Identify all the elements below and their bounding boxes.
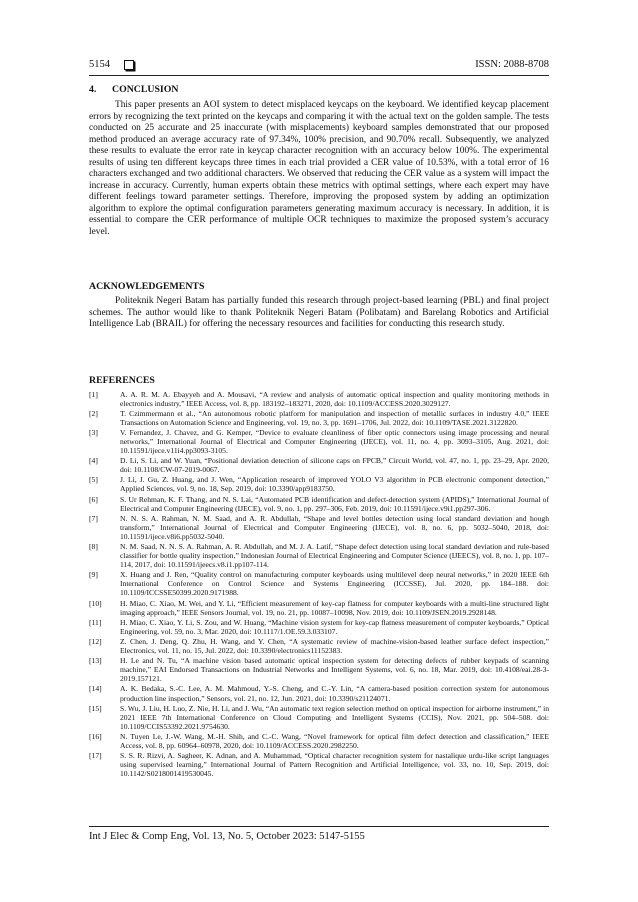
reference-text: V. Fernandez, J. Chavez, and G. Kemper, “Device to evaluate cleanliness of fiber optic connectors using image processing and neural networks,” International Journal of Electrical and Computer Engineering (IJECE), vol. 11, no. 4, pp. 3093–3105, Aug. 2021, doi: 10.11591/ijece.v11i4.pp3093-3105. xyxy=(120,427,549,456)
reference-text: H. Miao, C. Xiao, M. Wei, and Y. Li, “Efficient measurement of key-cap flatness for computer keyboards with a multi-line structured light imaging approach,” IEEE Sensors Journal, vol. 19, no. 21, pp. 10087–10098, Nov. 2019, doi: 10.1109/JSEN.2019.2928148. xyxy=(120,598,549,617)
references-section xyxy=(89,375,549,779)
reference-item xyxy=(89,542,549,569)
conclusion-section xyxy=(89,84,549,238)
reference-text: S. S. R. Rizvi, A. Sagheer, K. Adnan, and A. Muhammad, “Optical character recognition system for nastalique urdu-like script languages using supervised learning,” International Journal of Pattern Recognition and Artificial Intelligence, vol. 33, no. 10, Sep. 2019, doi: 10.1142/S0218001419530045. xyxy=(120,751,549,779)
reference-item xyxy=(89,514,549,541)
section-number: 4. xyxy=(89,84,97,95)
reference-item xyxy=(89,704,549,731)
reference-number: [14] xyxy=(89,684,102,694)
reference-text: J. Li, J. Gu, Z. Huang, and J. Wen, “Application research of improved YOLO V3 algorithm in PCB electronic component detection,” Applied Sciences, vol. 9, no. 18, Sep. 2019, doi: 10.3390/app9183750. xyxy=(120,475,549,494)
reference-number: [9] xyxy=(89,570,98,580)
references-heading: REFERENCES xyxy=(89,374,155,386)
reference-number: [13] xyxy=(89,656,102,666)
reference-number: [16] xyxy=(89,731,102,741)
reference-number: [4] xyxy=(89,456,98,466)
reference-text: S. Ur Rehman, K. F. Thang, and N. S. Lai, “Automated PCB identification and defect-detection system (APIDS),” International Journal of Electrical and Computer Engineering (IJECE), vol. 9, no. 1, pp. 297–306, Feb. 2019, doi: 10.11591/ijece.v9i1.pp297-306. xyxy=(120,494,549,513)
reference-item xyxy=(89,618,549,636)
reference-item xyxy=(89,570,549,597)
reference-text: N. N. S. A. Rahman, N. M. Saad, and A. R. Abdullah, “Shape and level bottles detection using local standard deviation and hough transform,” International Journal of Electrical and Computer Engineering (IJECE), vol. 8, no. 6, pp. 5032–5040, 2018, doi: 10.11591/ijece.v8i6.pp5032-5040. xyxy=(120,513,549,541)
section-title: CONCLUSION xyxy=(112,84,179,95)
reference-text: S. Wu, J. Liu, H. Luo, Z. Nie, H. Li, and J. Wu, “An automatic text region selection method on optical inspection for airborne instrument,” in 2021 IEEE 7th International Conference on Cloud Computing and Intelligent Systems (CCIS), Nov. 2021, pp. 504–508. doi: 10.1109/CCIS53392.2021.9754630. xyxy=(120,703,549,731)
reference-number: [12] xyxy=(89,636,102,646)
acknowledgements-section xyxy=(89,281,549,331)
reference-item xyxy=(89,428,549,455)
reference-number: [5] xyxy=(89,475,98,485)
reference-number: [7] xyxy=(89,513,98,523)
reference-text: X. Huang and J. Ren, “Quality control on manufacturing computer keyboards using multilevel deep neural networks,” in 2020 IEEE 6th International Conference on Control Science and Systems Engineering (ICCSSE), Jul. 2020, pp. 184–188. doi: 10.1109/ICCSSE50399.2020.9171988. xyxy=(120,570,549,598)
reference-number: [15] xyxy=(89,703,102,713)
reference-number: [1] xyxy=(89,389,98,399)
reference-item xyxy=(89,495,549,513)
reference-item xyxy=(89,732,549,750)
reference-item xyxy=(89,475,549,493)
acknowledgements-paragraph: Politeknik Negeri Batam has partially funded this research through project-based learning (PBL) and final project schemes. The author would like to thank Politeknik Negeri Batam (Polibatam) and Barelang Robotics and Artificial Intelligence Lab (BRAIL) for offering the necessary resources and facilities for conducting this research study. xyxy=(89,296,549,329)
conclusion-heading xyxy=(89,84,549,96)
checkbox-square-icon xyxy=(124,60,134,70)
reference-number: [6] xyxy=(89,494,98,504)
page-body xyxy=(89,84,549,779)
reference-item xyxy=(89,599,549,617)
reference-item xyxy=(89,409,549,427)
page-footer xyxy=(89,826,549,842)
reference-text: N. Tuyen Le, J.-W. Wang, M.-H. Shih, and C.-C. Wang, “Novel framework for optical film defect detection and classification,” IEEE Access, vol. 8, pp. 60964–60978, 2020, doi: 10.1109/ACCESS.2020.2982250. xyxy=(120,731,549,750)
reference-number: [2] xyxy=(89,408,98,418)
reference-text: A. K. Bedaka, S.-C. Lee, A. M. Mahmoud, Y.-S. Cheng, and C.-Y. Lin, “A camera-based position correction system for autonomous production line inspection,” Sensors, vol. 21, no. 12, Jun. 2021, doi: 10.3390/s21124071. xyxy=(120,684,549,703)
footer-divider xyxy=(89,826,549,827)
reference-text: D. Li, S. Li, and W. Yuan, “Positional deviation detection of silicone caps on FPCB,” Circuit World, vol. 47, no. 1, pp. 23–29, Apr. 2020, doi: 10.1108/CW-07-2019-0067. xyxy=(120,456,549,475)
reference-item xyxy=(89,751,549,778)
reference-text: H. Le and N. Tu, “A machine vision based automatic optical inspection system for detecting defects of rubber keypads of scanning machine,” EAI Endorsed Transactions on Industrial Networks and Intelligent Systems, vol. 6, no. 18, Mar. 2019, doi: 10.4108/eai.28-3-2019.157121. xyxy=(120,656,549,684)
journal-citation: Int J Elec & Comp Eng, Vol. 13, No. 5, October 2023: 5147-5155 xyxy=(89,831,365,842)
reference-number: [11] xyxy=(89,617,102,627)
acknowledgements-heading: ACKNOWLEDGEMENTS xyxy=(89,281,205,292)
reference-item xyxy=(89,656,549,683)
reference-number: [8] xyxy=(89,542,98,551)
conclusion-paragraph: This paper presents an AOI system to detect misplaced keycaps on the keyboard. We identified keycap placement errors by recognizing the text printed on the keycaps and comparing it with the actual text on the golden sample. The tests conducted on 25 accurate and 25 inaccurate (with misplacements) keyboard samples demonstrated that our proposed method produced an average accuracy rate of 97.34%, 100% precision, and 90.70% recall. Subsequently, we analyzed these results to evaluate the error rate in keycap character recognition with an accuracy below 100%. The experimental results of using ten different keycaps three times in each trial provided a CER value of 10.53%, with a total error of 16 characters exchanged and two additional characters. We observed that reducing the CER value as a system will impact the increase in accuracy. Currently, human experts obtain these metrics with optimal settings, where each expert may have different feelings toward parameter settings. Therefore, improving the proposed system by adding an optimization algorithm to explore the optimal configuration parameters generating maximum accuracy is necessary. In addition, it is essential to compare the CER performance of multiple OCR techniques to maximize the proposed system’s accuracy level. xyxy=(89,100,549,237)
reference-text: H. Miao, C. Xiao, Y. Li, S. Zou, and W. Huang, “Machine vision system for key-cap flatness measurement of computer keyboards,” Optical Engineering, vol. 59, no. 3, Mar. 2020, doi: 10.1117/1.OE.59.3.033107. xyxy=(120,617,549,636)
reference-text: Z. Chen, J. Deng, Q. Zhu, H. Wang, and Y. Chen, “A systematic review of machine-vision-based leather surface defect inspection,” Electronics, vol. 11, no. 15, Jul. 2022, doi: 10.3390/electronics11152383. xyxy=(120,636,549,656)
references-list xyxy=(89,390,549,779)
reference-text: T. Czimmermann et al., “An autonomous robotic platform for manipulation and inspection of metallic surfaces in industry 4.0,” IEEE Transactions on Automation Science and Engineering, vol. 19, no. 3, pp. 1691–1706, Jul. 2022, doi: 10.1109/TASE.2021.3122820. xyxy=(120,408,549,427)
reference-item xyxy=(89,390,549,408)
reference-number: [3] xyxy=(89,427,98,437)
reference-number: [17] xyxy=(89,751,102,761)
reference-number: [10] xyxy=(89,598,102,608)
reference-item xyxy=(89,684,549,702)
header-divider xyxy=(89,75,549,76)
page-number: 5154 xyxy=(89,59,110,70)
reference-text: N. M. Saad, N. N. S. A. Rahman, A. R. Abdullah, and M. J. A. Latif, “Shape defect detection using local standard deviation and rule-based classifier for bottle quality inspection,” Indonesian Journal of Electrical Engineering and Computer Science (IJEECS), vol. 8, no. 1, pp. 107–114, 2017, doi: 10.11591/ijeecs.v8.i1.pp107-114. xyxy=(120,542,549,570)
reference-text: A. A. R. M. A. Ebayyeh and A. Mousavi, “A review and analysis of automatic optical inspection and quality monitoring methods in electronics industry,” IEEE Access, vol. 8, pp. 183192–183271, 2020, doi: 10.1109/ACCESS.2020.3029127. xyxy=(120,389,549,408)
page-header xyxy=(89,57,549,75)
reference-item xyxy=(89,637,549,655)
reference-item xyxy=(89,456,549,474)
issn-label: ISSN: 2088-8708 xyxy=(475,59,549,70)
